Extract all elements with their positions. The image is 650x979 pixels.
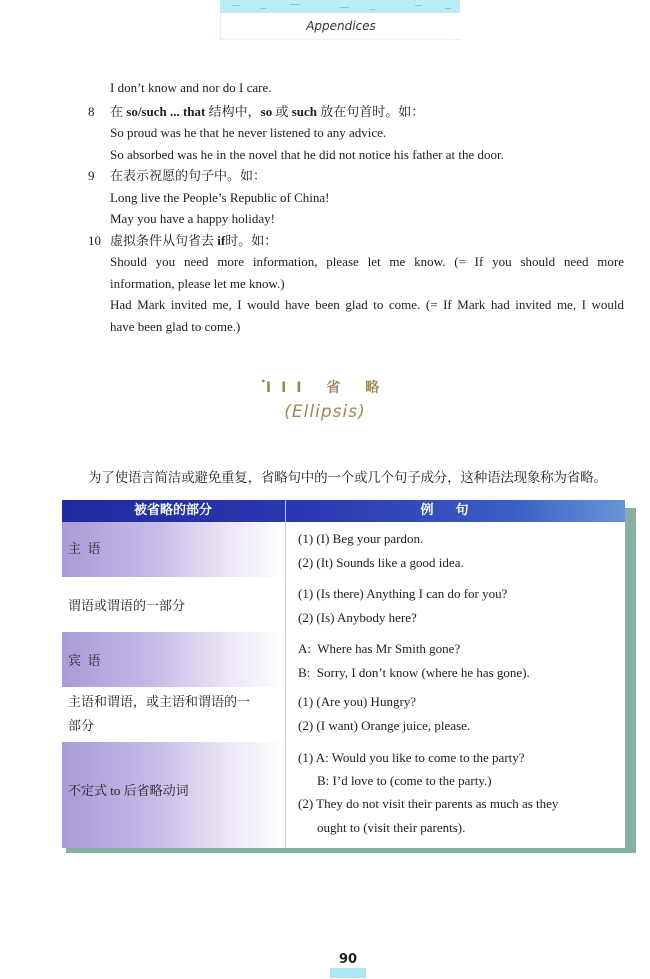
example-line: A: Where has Mr Smith gone? — [298, 641, 461, 656]
rule-text: 时。如： — [225, 233, 278, 248]
example-sentence: Should you need more information, please let me know. (= If you should need more — [110, 254, 624, 269]
ellipsis-table — [62, 500, 625, 848]
table-header — [62, 500, 625, 522]
row-label: 宾 语 — [68, 653, 101, 668]
example-line: (1) A: Would you like to come to the party? — [298, 750, 525, 765]
continuation-example: I don’t know and nor do I care. — [110, 80, 272, 95]
row-label-cell — [62, 632, 285, 687]
row-label-cell — [62, 577, 285, 632]
column-header-omitted-part: 被省略的部分 — [133, 503, 212, 518]
rule-keyword: such — [291, 104, 318, 119]
rule-text: 结构中， — [205, 104, 261, 119]
section-title-text: III 省 略 — [265, 380, 390, 396]
page-number — [330, 952, 366, 979]
item-rule — [110, 233, 277, 249]
example-line: (1) (I) Beg your pardon. — [298, 531, 424, 546]
example-line: B: I’d love to (come to the party.) — [317, 773, 492, 788]
row-label-cell — [62, 742, 285, 848]
item-number: 9 — [88, 168, 95, 183]
item-rule: 在表示祝愿的句子中。如： — [110, 168, 267, 183]
rule-text: 放在句首时。如： — [317, 104, 425, 119]
section-title-en: (Ellipsis) — [284, 402, 366, 422]
header-title: Appendices — [306, 19, 376, 33]
row-label-cell — [62, 687, 285, 742]
example-line: (2) (I want) Orange juice, please. — [298, 718, 471, 733]
column-divider — [285, 500, 286, 848]
rule-text: 或 — [272, 104, 292, 119]
section-marker: • — [260, 377, 266, 386]
section-title-cn — [0, 377, 650, 397]
section-intro: 为了使语言简洁或避免重复，省略句中的一个或几个句子成分，这种语法现象称为省略。 — [88, 470, 607, 485]
example-line: (1) (Are you) Hungry? — [298, 694, 417, 709]
example-line: (2) They do not visit their parents as much as they — [298, 796, 559, 811]
table-row — [62, 522, 625, 577]
example-sentence: have been glad to come.) — [110, 319, 241, 334]
table-row — [62, 742, 625, 848]
example-sentence: information, please let me know.) — [110, 276, 285, 291]
example-line: ought to (visit their parents). — [317, 820, 466, 835]
row-label-cell — [62, 522, 285, 577]
example-sentence: Had Mark invited me, I would have been glad to come. (= If Mark had invited me, I would — [110, 297, 624, 312]
example-line: (2) (It) Sounds like a good idea. — [298, 555, 464, 570]
page-number-bar — [330, 968, 366, 978]
example-line: B: Sorry, I don’t know (where he has gone). — [298, 665, 530, 680]
example-sentence: So absorbed was he in the novel that he did not notice his father at the door. — [110, 147, 504, 162]
rule-keyword: if — [217, 233, 226, 248]
rule-keyword: so — [260, 104, 273, 119]
column-header-examples: 例句 — [420, 503, 491, 518]
rule-keyword: so/such ... that — [126, 104, 206, 119]
row-label: 主 语 — [68, 541, 101, 556]
item-rule — [110, 104, 424, 120]
row-label: 主语和谓语，或主语和谓语的一 — [68, 694, 251, 709]
example-line: (1) (Is there) Anything I can do for you? — [298, 586, 508, 601]
rule-text: 虚拟条件从句省去 — [110, 233, 218, 248]
example-line: (2) (Is) Anybody here? — [298, 610, 417, 625]
rule-text: 在 — [110, 104, 127, 119]
item-number: 8 — [88, 104, 95, 119]
row-label: 部分 — [68, 718, 95, 733]
header-decoration-band — [220, 0, 460, 13]
table-row — [62, 687, 625, 742]
row-label: 不定式 to 后省略动词 — [68, 783, 189, 798]
example-sentence: Long live the People’s Republic of China! — [110, 190, 330, 205]
page-number-text: 90 — [338, 952, 358, 967]
table-row — [62, 632, 625, 687]
example-sentence: So proud was he that he never listened to any advice. — [110, 125, 387, 140]
running-header — [220, 13, 461, 40]
item-number: 10 — [88, 233, 101, 248]
example-sentence: May you have a happy holiday! — [110, 211, 275, 226]
table-row — [62, 577, 625, 632]
row-label: 谓语或谓语的一部分 — [68, 598, 186, 613]
